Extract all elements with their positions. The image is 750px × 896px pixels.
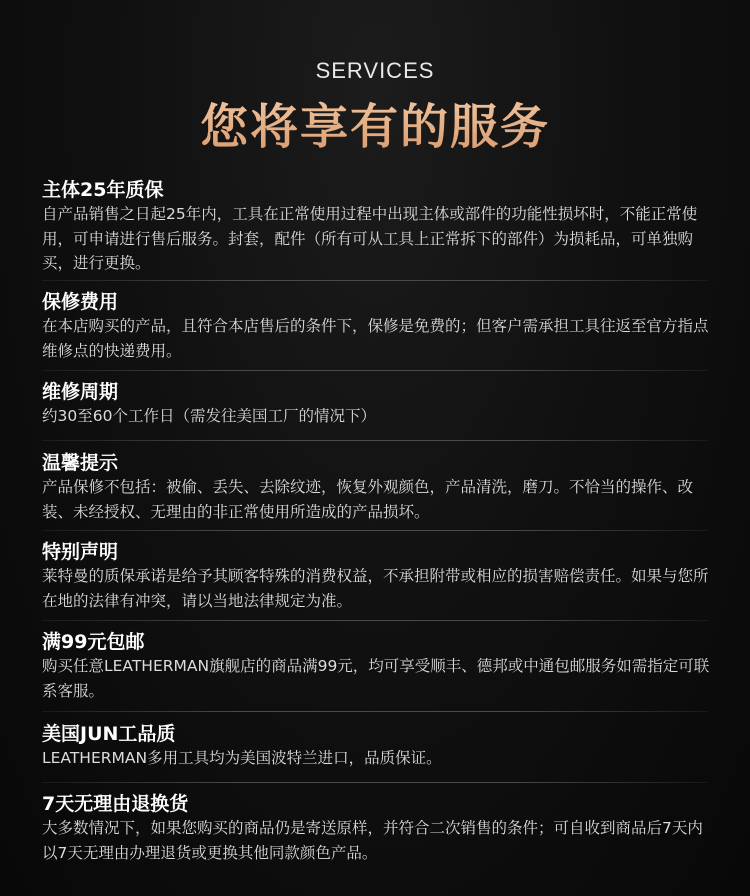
section-body: 自产品销售之日起25年内，工具在正常使用过程中出现主体或部件的功能性损坏时，不能正常使用，可申请进行售后服务。封套，配件（所有可从工具上正常拆下的部件）为损耗品，可单独购买，进行更换。 <box>42 205 698 272</box>
section-returns <box>42 792 710 865</box>
section-body: 约30至60个工作日（需发往美国工厂的情况下） <box>42 407 376 425</box>
divider <box>42 370 708 371</box>
divider <box>42 620 708 621</box>
section-body: 大多数情况下，如果您购买的商品仍是寄送原样，并符合二次销售的条件；可自收到商品后7天内以7天无理由办理退货或更换其他同款颜色产品。 <box>42 819 703 862</box>
section-title: 主体25年质保 <box>42 179 164 201</box>
section-warranty <box>42 178 710 276</box>
page-title: 您将享有的服务 <box>0 88 750 157</box>
section-repair-fee <box>42 290 710 363</box>
section-statement <box>42 540 710 613</box>
divider <box>42 782 708 783</box>
section-free-shipping <box>42 630 710 703</box>
section-body: LEATHERMAN多用工具均为美国波特兰进口，品质保证。 <box>42 749 442 767</box>
section-tips <box>42 451 710 524</box>
section-title: 温馨提示 <box>42 452 119 474</box>
section-quality <box>42 722 710 771</box>
section-title: 维修周期 <box>42 381 119 403</box>
section-title: 保修费用 <box>42 291 119 313</box>
section-title: 7天无理由退换货 <box>42 793 189 815</box>
section-title: 特别声明 <box>42 541 119 563</box>
page-header <box>0 0 750 170</box>
section-body: 在本店购买的产品，且符合本店售后的条件下，保修是免费的；但客户需承担工具往返至官方指点维修点的快递费用。 <box>42 317 709 360</box>
section-body: 产品保修不包括：被偷、丢失、去除纹迹，恢复外观颜色，产品清洗，磨刀。不恰当的操作、改装、未经授权、无理由的非正常使用所造成的产品损坏。 <box>42 478 694 521</box>
section-title: 美国JUN工品质 <box>42 723 176 745</box>
section-body: 购买任意LEATHERMAN旗舰店的商品满99元，均可享受顺丰、德邦或中通包邮服务如需指定可联系客服。 <box>42 657 710 700</box>
divider <box>42 530 708 531</box>
section-body: 莱特曼的质保承诺是给予其顾客特殊的消费权益，不承担附带或相应的损害赔偿责任。如果与您所在地的法律有冲突，请以当地法律规定为准。 <box>42 567 709 610</box>
divider <box>42 711 708 712</box>
divider <box>42 280 708 281</box>
services-eyebrow: SERVICES <box>315 58 435 83</box>
section-title: 满99元包邮 <box>42 631 145 653</box>
section-repair-period <box>42 380 710 429</box>
divider <box>42 440 708 441</box>
